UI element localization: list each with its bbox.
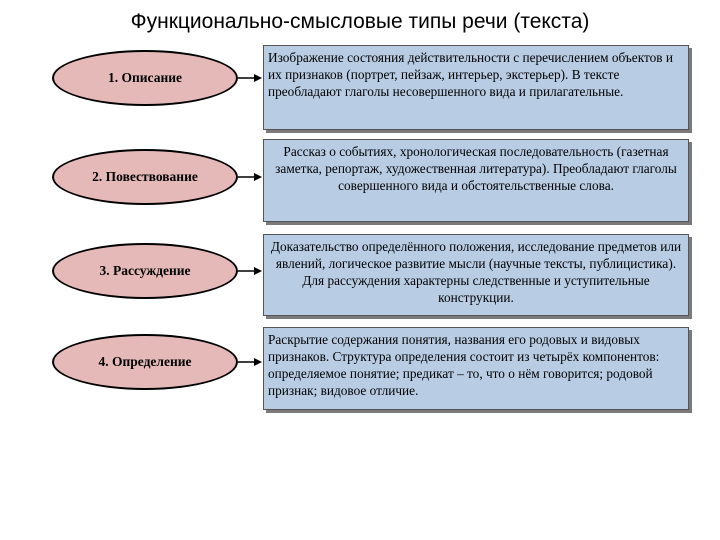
diagram-title: Функционально-смысловые типы речи (текста) xyxy=(130,10,590,33)
type-oval-definition: 4. Определение xyxy=(52,334,238,390)
type-box-definition: Раскрытие содержания понятия, названия его родовых и видовых признаков. Структура определения состоит из четырёх компонентов: определяемое понятие; предикат – то, что о нём говорится; родовой признак; видовое отличие. xyxy=(263,327,689,410)
type-oval-narration: 2. Повествование xyxy=(52,149,238,205)
type-box-description: Изображение состояния действительности с перечислением объектов и их признаков (портрет, пейзаж, интерьер, экстерьер). В тексте преобладают глаголы несовершенного вида и прилагательные. xyxy=(263,45,689,130)
type-box-narration: Рассказ о событиях, хронологическая последовательность (газетная заметка, репортаж, художественная литература). Преобладают глаголы совершенного вида и обстоятельственные слова. xyxy=(263,139,689,222)
type-box-reasoning: Доказательство определённого положения, исследование предметов или явлений, логическое развитие мысли (научные тексты, публицистика). Для рассуждения характерны следственные и уступительные конструкции. xyxy=(263,234,689,316)
type-oval-reasoning: 3. Рассуждение xyxy=(52,243,238,299)
type-oval-description: 1. Описание xyxy=(52,50,238,106)
